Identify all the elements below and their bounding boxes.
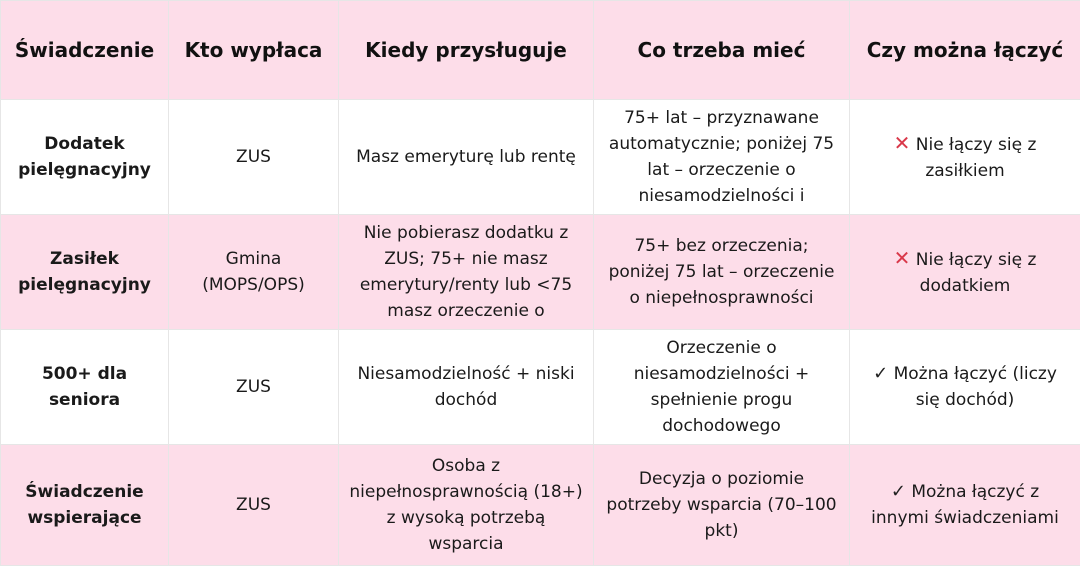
combine-cell	[850, 330, 1080, 445]
when-cell	[339, 330, 594, 445]
check-icon: ✓	[873, 363, 888, 384]
combine-cell	[850, 445, 1080, 566]
payer-cell: ZUS	[169, 100, 339, 215]
requirements-cell	[594, 330, 850, 445]
combine-text: Można łączyć (liczy się dochód)	[894, 364, 1057, 410]
when-text: Osoba z niepełnosprawnością (18+) z wysoką potrzebą wsparcia	[349, 453, 583, 557]
requirements-cell	[594, 215, 850, 330]
requirements-text: 75+ bez orzeczenia; poniżej 75 lat – orzeczenie o niepełnosprawności	[604, 233, 839, 311]
benefit-name: Dodatek pielęgnacyjny	[1, 100, 169, 215]
combine-cell	[850, 215, 1080, 330]
requirements-text: Decyzja o poziomie potrzeby wsparcia (70–100 pkt)	[604, 466, 839, 544]
when-text: Niesamodzielność + niski dochód	[349, 361, 583, 413]
header-payer: Kto wypłaca	[169, 1, 339, 100]
check-icon: ✓	[891, 481, 906, 502]
requirements-text: Orzeczenie o niesamodzielności + spełnienie progu dochodowego	[604, 335, 839, 439]
when-cell	[339, 100, 594, 215]
when-text: Nie pobierasz dodatku z ZUS; 75+ nie masz emerytury/renty lub <75 masz orzeczenie o	[349, 220, 583, 324]
combine-text: Nie łączy się z dodatkiem	[916, 250, 1037, 296]
benefit-name: 500+ dla seniora	[1, 330, 169, 445]
when-cell	[339, 445, 594, 566]
table-row	[1, 330, 1080, 445]
combine-text: Można łączyć z innymi świadczeniami	[871, 482, 1059, 528]
header-requirements: Co trzeba mieć	[594, 1, 850, 100]
benefit-name: Świadczenie wspierające	[1, 445, 169, 566]
combine-text: Nie łączy się z zasiłkiem	[916, 135, 1037, 181]
requirements-cell	[594, 445, 850, 566]
when-text: Masz emeryturę lub rentę	[349, 144, 583, 170]
header-combine: Czy można łączyć	[850, 1, 1080, 100]
when-cell	[339, 215, 594, 330]
payer-cell: ZUS	[169, 445, 339, 566]
requirements-cell	[594, 100, 850, 215]
benefit-name: Zasiłek pielęgnacyjny	[1, 215, 169, 330]
table-row	[1, 445, 1080, 566]
table-row	[1, 100, 1080, 215]
cross-icon: ✕	[894, 131, 911, 155]
header-when: Kiedy przysługuje	[339, 1, 594, 100]
cross-icon: ✕	[894, 246, 911, 270]
header-benefit: Świadczenie	[1, 1, 169, 100]
table-row	[1, 215, 1080, 330]
requirements-text: 75+ lat – przyznawane automatycznie; poniżej 75 lat – orzeczenie o niesamodzielności i	[604, 105, 839, 209]
combine-cell	[850, 100, 1080, 215]
payer-cell: Gmina (MOPS/OPS)	[169, 215, 339, 330]
table-header-row	[1, 1, 1080, 100]
payer-cell: ZUS	[169, 330, 339, 445]
